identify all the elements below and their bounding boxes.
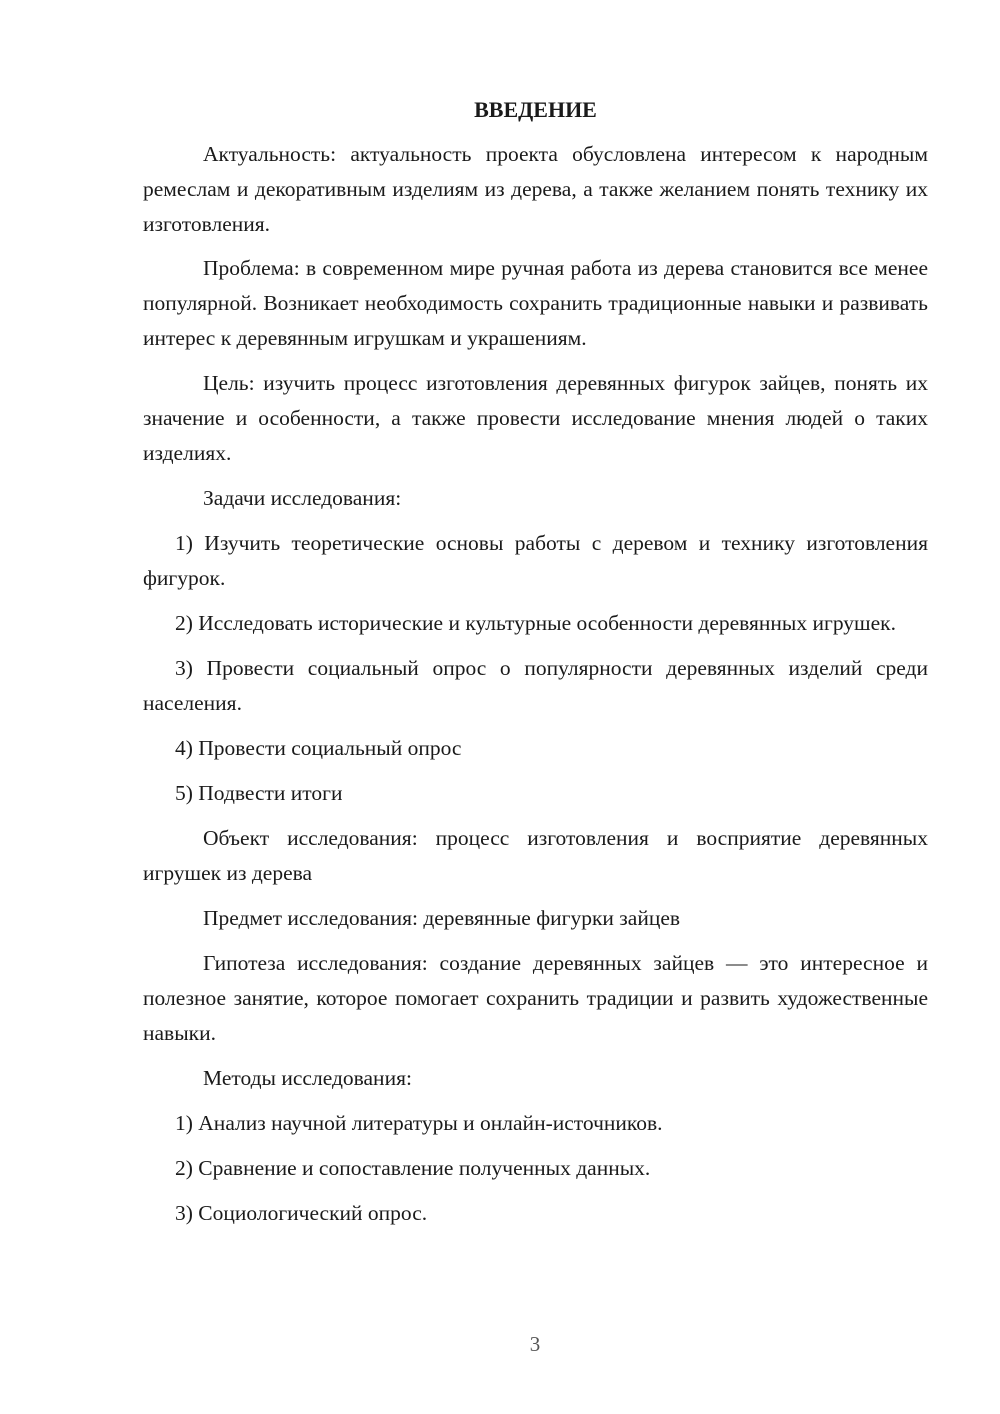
- method-item: 2) Сравнение и сопоставление полученных данных.: [175, 1156, 651, 1180]
- page-number: 3: [529, 1332, 541, 1356]
- document-page: [143, 92, 928, 1241]
- page-title: ВВЕДЕНИЕ: [474, 97, 597, 122]
- method-item: 3) Социологический опрос.: [175, 1201, 428, 1225]
- task-item: 3) Провести социальный опрос о популярности деревянных изделий среди населения.: [143, 656, 928, 715]
- method-item: 1) Анализ научной литературы и онлайн-источников.: [175, 1111, 663, 1135]
- goal-paragraph: Цель: изучить процесс изготовления деревянных фигурок зайцев, понять их значение и особенности, а также провести исследование мнения людей о таких изделиях.: [143, 371, 928, 465]
- object-paragraph: Объект исследования: процесс изготовления и восприятие деревянных игрушек из дерева: [143, 826, 928, 885]
- task-item: 5) Подвести итоги: [175, 781, 343, 805]
- task-item: 4) Провести социальный опрос: [175, 736, 462, 760]
- hypothesis-paragraph: Гипотеза исследования: создание деревянных зайцев — это интересное и полезное занятие, которое помогает сохранить традиции и развить художественные навыки.: [143, 951, 928, 1045]
- task-item: 2) Исследовать исторические и культурные особенности деревянных игрушек.: [175, 611, 896, 635]
- subject-paragraph: Предмет исследования: деревянные фигурки зайцев: [203, 906, 681, 930]
- tasks-heading: Задачи исследования:: [203, 486, 402, 510]
- methods-heading: Методы исследования:: [203, 1066, 412, 1090]
- problem-paragraph: Проблема: в современном мире ручная работа из дерева становится все менее популярной. Возникает необходимость сохранить традиционные навыки и развивать интерес к деревянным игрушкам и украшениям.: [143, 256, 928, 350]
- task-item: 1) Изучить теоретические основы работы с деревом и технику изготовления фигурок.: [143, 531, 928, 590]
- relevance-paragraph: Актуальность: актуальность проекта обусловлена интересом к народным ремеслам и декоративным изделиям из дерева, а также желанием понять технику их изготовления.: [143, 142, 928, 236]
